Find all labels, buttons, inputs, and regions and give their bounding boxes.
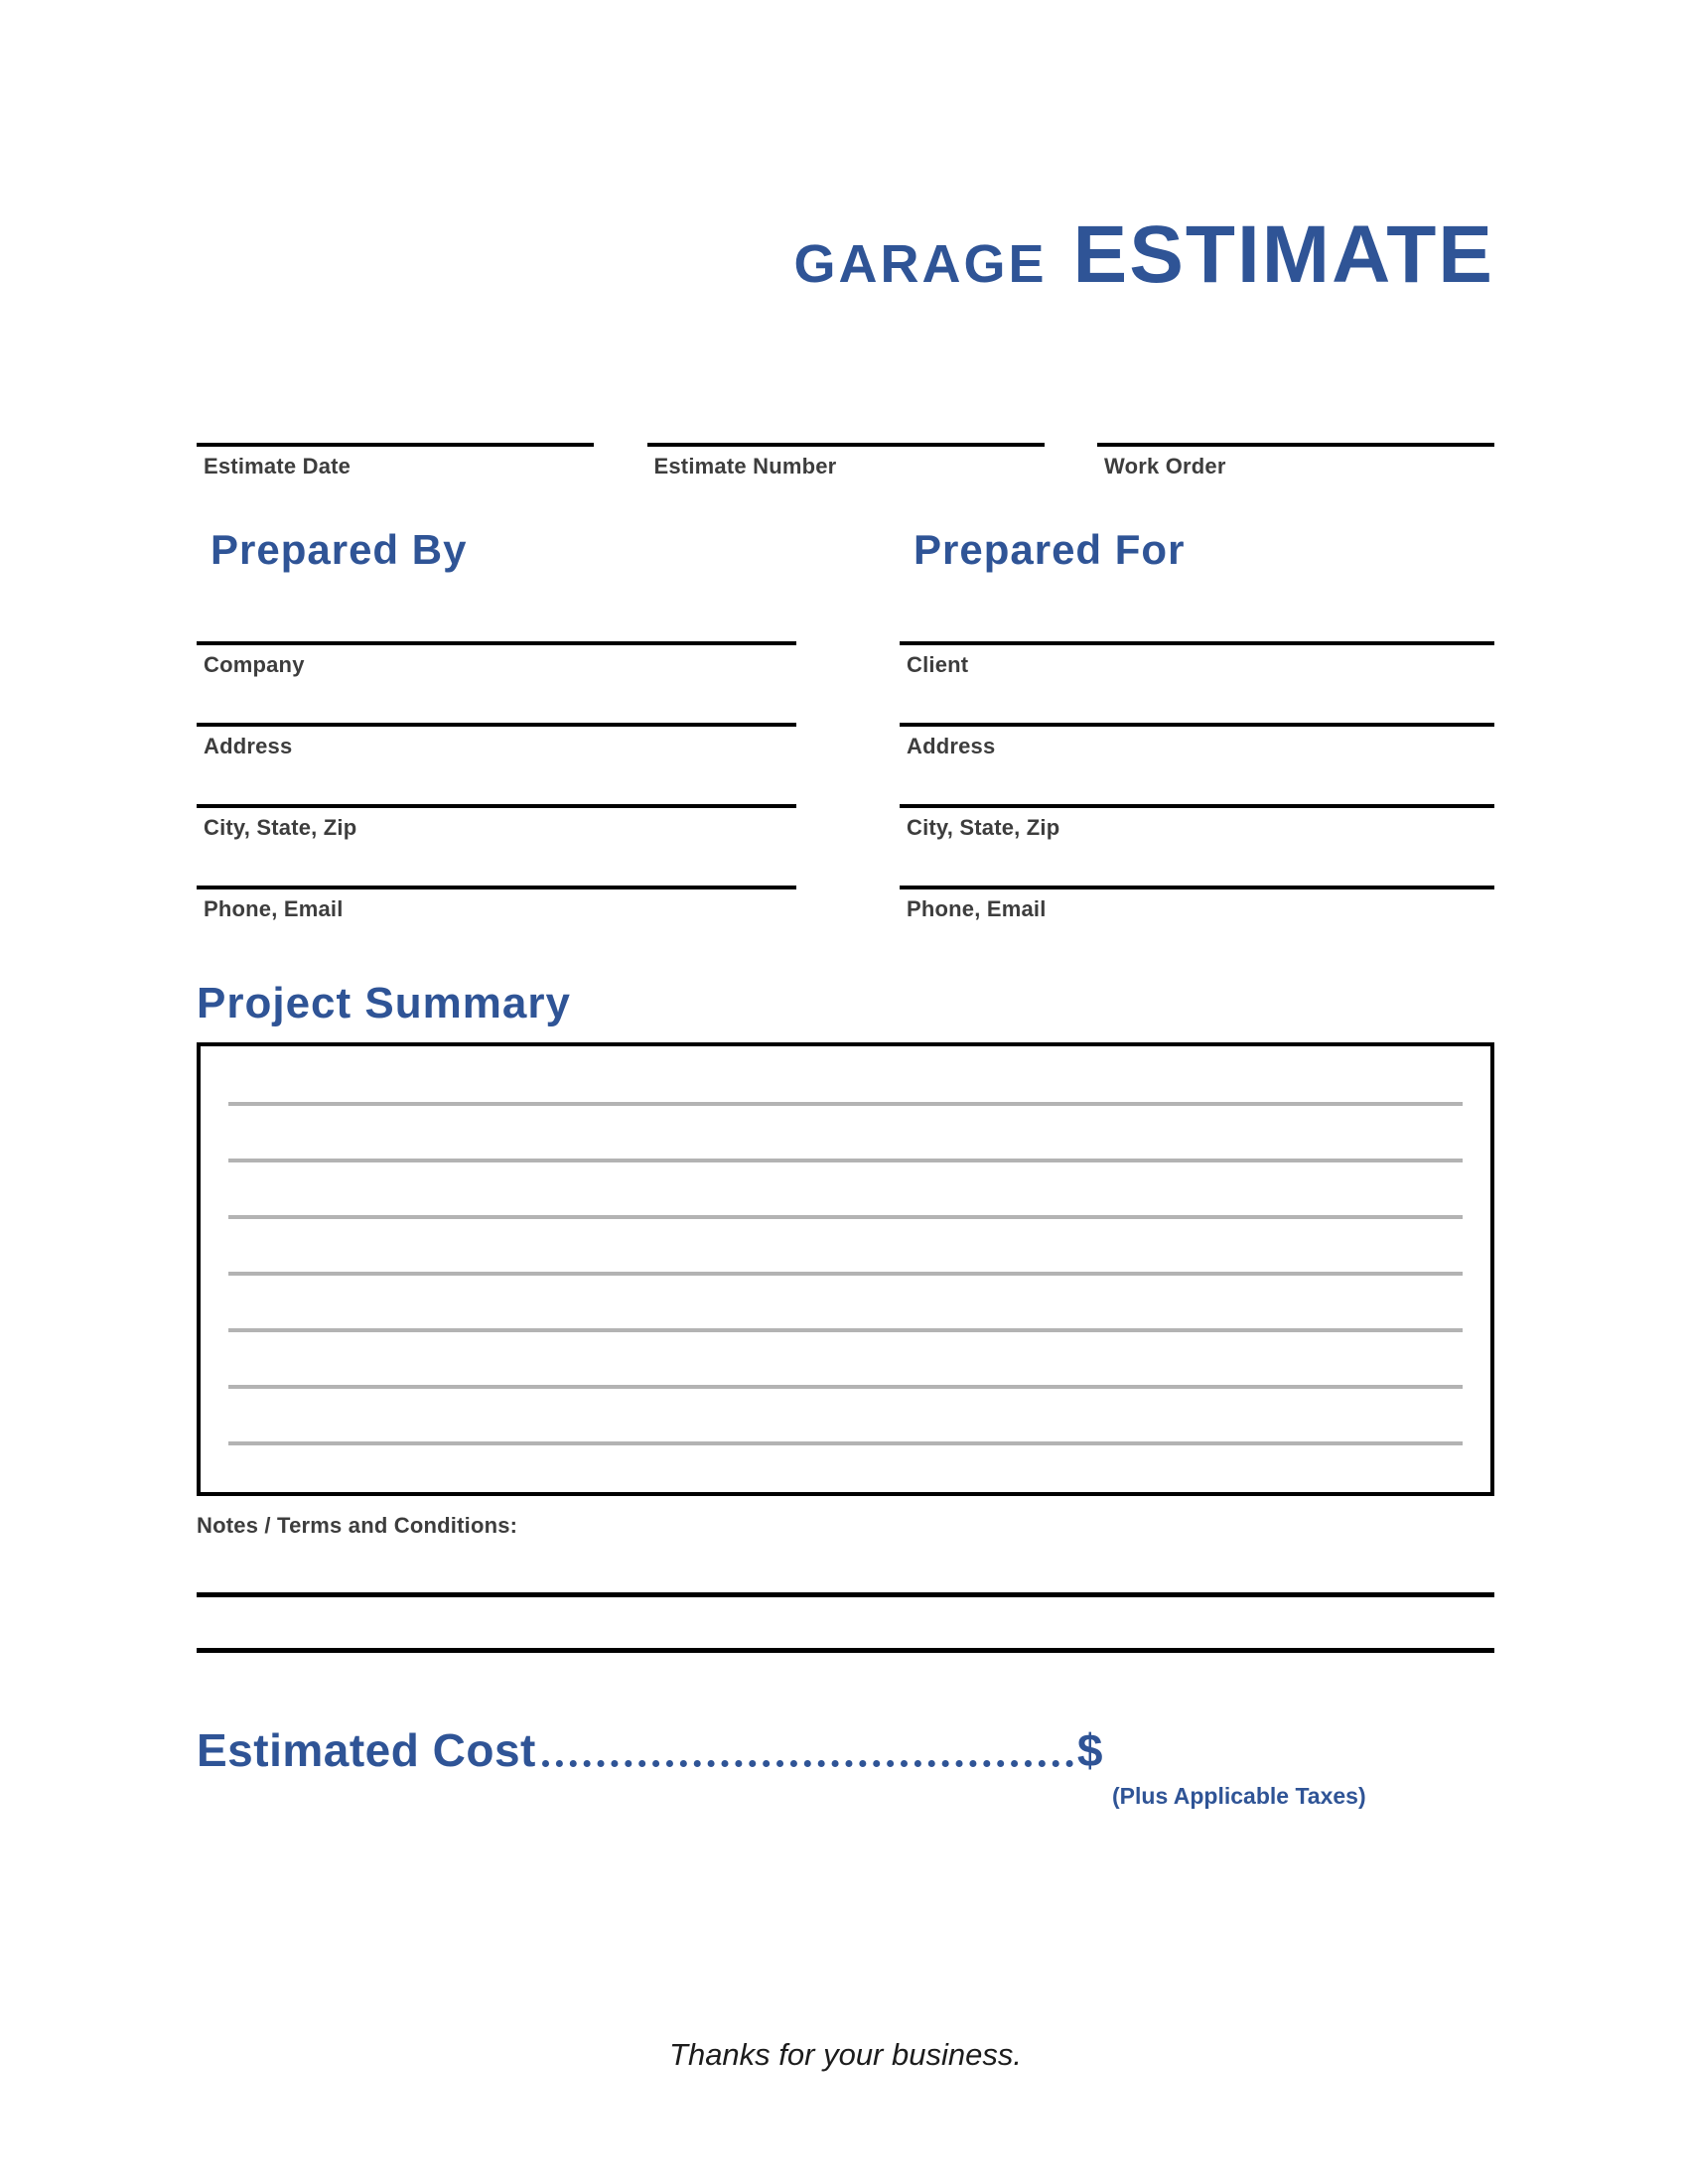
prepared-for-column [900, 641, 1494, 967]
estimated-cost-row [197, 1723, 1494, 1809]
estimate-date-label: Estimate Date [204, 454, 352, 478]
prepared-by-heading: Prepared By [211, 526, 468, 573]
notes-label-row [197, 1513, 1494, 1539]
client-label: Client [907, 652, 969, 677]
footer-message: Thanks for your business. [669, 2037, 1022, 2072]
preparer-address-label: Address [204, 734, 293, 758]
client-address-field [900, 723, 1494, 759]
preparer-phone-email-label: Phone, Email [204, 896, 344, 921]
prepared-by-column [197, 641, 796, 967]
estimate-number-label: Estimate Number [653, 454, 837, 478]
client-input-line[interactable] [900, 641, 1494, 645]
title-word-estimate: ESTIMATE [1072, 209, 1494, 300]
project-summary-heading: Project Summary [197, 979, 571, 1027]
preparer-phone-email-input-line[interactable] [197, 886, 796, 889]
work-order-label: Work Order [1104, 454, 1226, 478]
preparer-address-input-line[interactable] [197, 723, 796, 727]
client-address-label: Address [907, 734, 996, 758]
prepared-headings-row [197, 526, 1494, 586]
ruled-line [228, 1328, 1463, 1332]
client-field [900, 641, 1494, 678]
estimate-date-input-line[interactable] [197, 443, 594, 447]
client-city-state-zip-label: City, State, Zip [907, 815, 1060, 840]
prepared-for-heading: Prepared For [914, 526, 1186, 573]
company-input-line[interactable] [197, 641, 796, 645]
tax-note: (Plus Applicable Taxes) [1112, 1783, 1366, 1809]
estimate-date-field [197, 443, 594, 479]
preparer-phone-email-field [197, 886, 796, 922]
preparer-city-state-zip-field [197, 804, 796, 841]
client-city-state-zip-input-line[interactable] [900, 804, 1494, 808]
page-title [197, 208, 1494, 302]
notes-input-line-1[interactable] [197, 1592, 1494, 1597]
estimate-meta-row [197, 443, 1494, 479]
ruled-line [228, 1385, 1463, 1389]
work-order-field [1097, 443, 1494, 479]
notes-terms-label: Notes / Terms and Conditions: [197, 1513, 518, 1538]
notes-input-line-2[interactable] [197, 1648, 1494, 1653]
dot-leader [542, 1760, 1073, 1767]
client-city-state-zip-field [900, 804, 1494, 841]
notes-lines [197, 1592, 1494, 1653]
prepared-fields-grid [197, 641, 1494, 979]
ruled-line [228, 1215, 1463, 1219]
ruled-line [228, 1441, 1463, 1445]
preparer-city-state-zip-input-line[interactable] [197, 804, 796, 808]
dollar-sign: $ [1076, 1724, 1103, 1776]
work-order-input-line[interactable] [1097, 443, 1494, 447]
preparer-address-field [197, 723, 796, 759]
ruled-line [228, 1159, 1463, 1162]
ruled-line [228, 1102, 1463, 1106]
ruled-line [228, 1272, 1463, 1276]
project-summary-heading-row [197, 979, 1494, 1028]
title-word-garage: GARAGE [793, 234, 1048, 294]
preparer-city-state-zip-label: City, State, Zip [204, 815, 357, 840]
footer-row [197, 2037, 1494, 2073]
estimate-number-field [647, 443, 1045, 479]
client-phone-email-label: Phone, Email [907, 896, 1047, 921]
estimate-number-input-line[interactable] [647, 443, 1045, 447]
estimated-cost-label: Estimated Cost [197, 1724, 536, 1776]
client-address-input-line[interactable] [900, 723, 1494, 727]
company-field [197, 641, 796, 678]
company-label: Company [204, 652, 305, 677]
project-summary-box[interactable] [197, 1042, 1494, 1496]
client-phone-email-field [900, 886, 1494, 922]
client-phone-email-input-line[interactable] [900, 886, 1494, 889]
